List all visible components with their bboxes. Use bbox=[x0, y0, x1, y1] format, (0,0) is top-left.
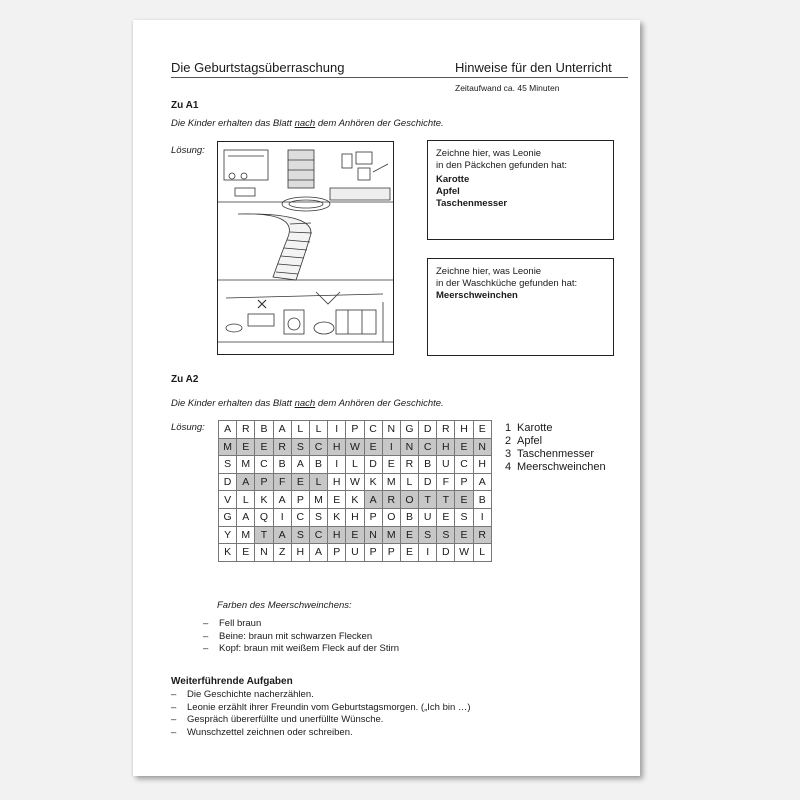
box1-line1: Zeichne hier, was Leonie bbox=[436, 148, 542, 159]
grid-cell: N bbox=[400, 438, 418, 456]
grid-cell: P bbox=[364, 508, 382, 526]
grid-cell: Z bbox=[273, 544, 291, 562]
grid-cell: A bbox=[473, 473, 491, 491]
further-task-item bbox=[171, 702, 471, 715]
word-list bbox=[505, 422, 606, 474]
grid-cell: K bbox=[255, 491, 273, 509]
house-illustration bbox=[217, 141, 394, 355]
colors-list bbox=[203, 618, 399, 656]
grid-cell: A bbox=[237, 473, 255, 491]
dash-bullet: – bbox=[171, 701, 177, 713]
grid-cell: I bbox=[328, 421, 346, 439]
word-list-item bbox=[505, 422, 606, 435]
grid-cell: A bbox=[237, 508, 255, 526]
grid-cell: N bbox=[364, 526, 382, 544]
word-number: 3 bbox=[505, 448, 512, 460]
grid-cell: R bbox=[437, 421, 455, 439]
grid-cell: D bbox=[437, 544, 455, 562]
grid-cell: E bbox=[364, 438, 382, 456]
grid-cell: W bbox=[346, 473, 364, 491]
grid-cell: P bbox=[364, 544, 382, 562]
word-list-item bbox=[505, 461, 606, 474]
grid-cell: I bbox=[382, 438, 400, 456]
grid-cell: H bbox=[455, 421, 473, 439]
dash-bullet: – bbox=[171, 714, 177, 725]
grid-cell: A bbox=[291, 456, 309, 474]
grid-cell: U bbox=[419, 508, 437, 526]
grid-cell: S bbox=[219, 456, 237, 474]
grid-cell: L bbox=[346, 456, 364, 474]
grid-cell: E bbox=[400, 526, 418, 544]
section-a2-loesung: Lösung: bbox=[171, 422, 205, 433]
grid-cell: L bbox=[309, 473, 327, 491]
grid-cell: S bbox=[291, 526, 309, 544]
grid-cell: P bbox=[382, 544, 400, 562]
grid-cell: M bbox=[382, 526, 400, 544]
word-number: 2 bbox=[505, 435, 512, 447]
box1-item: Karotte bbox=[436, 174, 470, 185]
color-item bbox=[203, 618, 399, 631]
grid-cell: C bbox=[455, 456, 473, 474]
grid-cell: C bbox=[309, 438, 327, 456]
grid-cell: A bbox=[273, 491, 291, 509]
grid-row bbox=[219, 508, 492, 526]
grid-cell: T bbox=[419, 491, 437, 509]
grid-cell: C bbox=[364, 421, 382, 439]
grid-cell: D bbox=[364, 456, 382, 474]
page-title: Die Geburtstagsüberraschung bbox=[171, 60, 345, 75]
grid-cell: H bbox=[328, 438, 346, 456]
grid-cell: I bbox=[273, 508, 291, 526]
grid-cell: P bbox=[291, 491, 309, 509]
list-text: Gespräch übererfüllte und unerfüllte Wünsche. bbox=[187, 714, 384, 725]
grid-cell: R bbox=[273, 438, 291, 456]
grid-cell: A bbox=[364, 491, 382, 509]
grid-cell: R bbox=[237, 421, 255, 439]
grid-cell: R bbox=[382, 491, 400, 509]
dash-bullet: – bbox=[171, 689, 177, 700]
grid-cell: U bbox=[437, 456, 455, 474]
further-tasks-list bbox=[171, 689, 471, 739]
grid-cell: E bbox=[400, 544, 418, 562]
grid-cell: L bbox=[473, 544, 491, 562]
colors-title: Farben des Meerschweinchens: bbox=[217, 600, 352, 611]
list-text: Beine: braun mit schwarzen Flecken bbox=[219, 630, 373, 642]
box2-line1: Zeichne hier, was Leonie bbox=[436, 266, 542, 277]
grid-cell: E bbox=[455, 438, 473, 456]
grid-cell: E bbox=[455, 491, 473, 509]
grid-cell: C bbox=[309, 526, 327, 544]
section-a1-heading: Zu A1 bbox=[171, 100, 199, 111]
grid-cell: E bbox=[328, 491, 346, 509]
grid-cell: E bbox=[291, 473, 309, 491]
grid-cell: O bbox=[382, 508, 400, 526]
grid-cell: H bbox=[291, 544, 309, 562]
grid-cell: C bbox=[419, 438, 437, 456]
color-item bbox=[203, 643, 399, 656]
list-text: Wunschzettel zeichnen oder schreiben. bbox=[187, 726, 353, 738]
grid-cell: N bbox=[255, 544, 273, 562]
word-label: Karotte bbox=[517, 422, 553, 434]
further-tasks-heading: Weiterführende Aufgaben bbox=[171, 676, 293, 687]
page-subtitle: Hinweise für den Unterricht bbox=[455, 60, 612, 75]
list-text: Leonie erzählt ihrer Freundin vom Geburtstagsmorgen. („Ich bin …) bbox=[187, 701, 471, 713]
box1-item: Apfel bbox=[436, 186, 460, 197]
grid-cell: S bbox=[419, 526, 437, 544]
grid-cell: R bbox=[473, 526, 491, 544]
grid-cell: E bbox=[437, 508, 455, 526]
grid-cell: E bbox=[346, 526, 364, 544]
grid-cell: G bbox=[219, 508, 237, 526]
answer-box-packages bbox=[427, 140, 614, 240]
further-task-item bbox=[171, 714, 471, 727]
house-drawing bbox=[218, 142, 393, 354]
grid-cell: S bbox=[455, 508, 473, 526]
answer-box-laundry bbox=[427, 258, 614, 356]
grid-cell: H bbox=[437, 438, 455, 456]
grid-cell: M bbox=[219, 438, 237, 456]
grid-cell: E bbox=[455, 526, 473, 544]
grid-cell: B bbox=[255, 421, 273, 439]
grid-row bbox=[219, 456, 492, 474]
grid-cell: A bbox=[273, 421, 291, 439]
grid-cell: W bbox=[455, 544, 473, 562]
grid-cell: H bbox=[328, 473, 346, 491]
grid-cell: A bbox=[219, 421, 237, 439]
grid-row bbox=[219, 526, 492, 544]
list-text: Fell braun bbox=[219, 618, 262, 629]
grid-cell: W bbox=[346, 438, 364, 456]
grid-cell: F bbox=[273, 473, 291, 491]
header-rule bbox=[171, 77, 628, 78]
grid-cell: B bbox=[400, 508, 418, 526]
grid-cell: L bbox=[400, 473, 418, 491]
grid-cell: C bbox=[291, 508, 309, 526]
grid-cell: G bbox=[400, 421, 418, 439]
word-label: Apfel bbox=[517, 435, 543, 447]
grid-cell: M bbox=[237, 526, 255, 544]
grid-cell: M bbox=[309, 491, 327, 509]
grid-cell: A bbox=[309, 544, 327, 562]
grid-cell: A bbox=[273, 526, 291, 544]
grid-cell: S bbox=[437, 526, 455, 544]
grid-row bbox=[219, 544, 492, 562]
grid-cell: C bbox=[255, 456, 273, 474]
box2-item: Meerschweinchen bbox=[436, 290, 518, 301]
grid-cell: R bbox=[400, 456, 418, 474]
grid-cell: E bbox=[255, 438, 273, 456]
grid-row bbox=[219, 473, 492, 491]
grid-cell: I bbox=[419, 544, 437, 562]
grid-cell: B bbox=[419, 456, 437, 474]
grid-cell: S bbox=[309, 508, 327, 526]
grid-cell: L bbox=[309, 421, 327, 439]
grid-cell: K bbox=[328, 508, 346, 526]
grid-cell: T bbox=[437, 491, 455, 509]
grid-cell: I bbox=[473, 508, 491, 526]
grid-cell: K bbox=[346, 491, 364, 509]
grid-cell: L bbox=[291, 421, 309, 439]
grid-cell: Y bbox=[219, 526, 237, 544]
section-a2-intro: Die Kinder erhalten das Blatt nach dem Anhören der Geschichte. bbox=[171, 398, 444, 409]
grid-cell: N bbox=[382, 421, 400, 439]
grid-cell: K bbox=[364, 473, 382, 491]
grid-cell: B bbox=[473, 491, 491, 509]
grid-cell: L bbox=[237, 491, 255, 509]
color-item bbox=[203, 631, 399, 644]
word-label: Taschenmesser bbox=[517, 448, 595, 460]
dash-bullet: – bbox=[203, 630, 209, 642]
section-a1-intro: Die Kinder erhalten das Blatt nach dem Anhören der Geschichte. bbox=[171, 118, 444, 129]
grid-cell: K bbox=[219, 544, 237, 562]
section-a2-heading: Zu A2 bbox=[171, 374, 199, 385]
word-label: Meerschweinchen bbox=[517, 461, 606, 473]
grid-cell: E bbox=[237, 438, 255, 456]
grid-cell: I bbox=[328, 456, 346, 474]
box2-line2: in der Waschküche gefunden hat: bbox=[436, 278, 578, 289]
grid-cell: E bbox=[237, 544, 255, 562]
grid-row bbox=[219, 438, 492, 456]
grid-cell: B bbox=[273, 456, 291, 474]
grid-cell: S bbox=[291, 438, 309, 456]
section-a1-loesung: Lösung: bbox=[171, 145, 205, 156]
grid-cell: M bbox=[382, 473, 400, 491]
grid-cell: D bbox=[419, 473, 437, 491]
grid-cell: H bbox=[346, 508, 364, 526]
box1-line2: in den Päckchen gefunden hat: bbox=[436, 160, 567, 171]
grid-row bbox=[219, 491, 492, 509]
grid-cell: M bbox=[237, 456, 255, 474]
dash-bullet: – bbox=[203, 618, 209, 629]
worksheet-page bbox=[133, 20, 640, 776]
grid-cell: T bbox=[255, 526, 273, 544]
grid-cell: B bbox=[309, 456, 327, 474]
grid-cell: Q bbox=[255, 508, 273, 526]
list-text: Kopf: braun mit weißem Fleck auf der Stirn bbox=[219, 643, 400, 654]
grid-cell: P bbox=[255, 473, 273, 491]
grid-cell: P bbox=[455, 473, 473, 491]
grid-cell: U bbox=[346, 544, 364, 562]
further-task-item bbox=[171, 689, 471, 702]
grid-cell: O bbox=[400, 491, 418, 509]
box1-item: Taschenmesser bbox=[436, 198, 508, 209]
list-text: Die Geschichte nacherzählen. bbox=[187, 689, 314, 700]
further-task-item bbox=[171, 727, 471, 740]
grid-cell: F bbox=[437, 473, 455, 491]
grid-cell: E bbox=[382, 456, 400, 474]
grid-cell: D bbox=[419, 421, 437, 439]
grid-cell: H bbox=[328, 526, 346, 544]
dash-bullet: – bbox=[171, 726, 177, 738]
grid-cell: P bbox=[346, 421, 364, 439]
word-list-item bbox=[505, 435, 606, 448]
grid-cell: N bbox=[473, 438, 491, 456]
dash-bullet: – bbox=[203, 643, 209, 654]
word-number: 4 bbox=[505, 461, 512, 473]
word-number: 1 bbox=[505, 422, 512, 434]
grid-cell: P bbox=[328, 544, 346, 562]
grid-cell: D bbox=[219, 473, 237, 491]
grid-cell: H bbox=[473, 456, 491, 474]
time-note: Zeitaufwand ca. 45 Minuten bbox=[455, 83, 560, 93]
grid-cell: V bbox=[219, 491, 237, 509]
grid-cell: E bbox=[473, 421, 491, 439]
grid-row bbox=[219, 421, 492, 439]
word-list-item bbox=[505, 448, 606, 461]
word-search-grid bbox=[218, 420, 492, 562]
